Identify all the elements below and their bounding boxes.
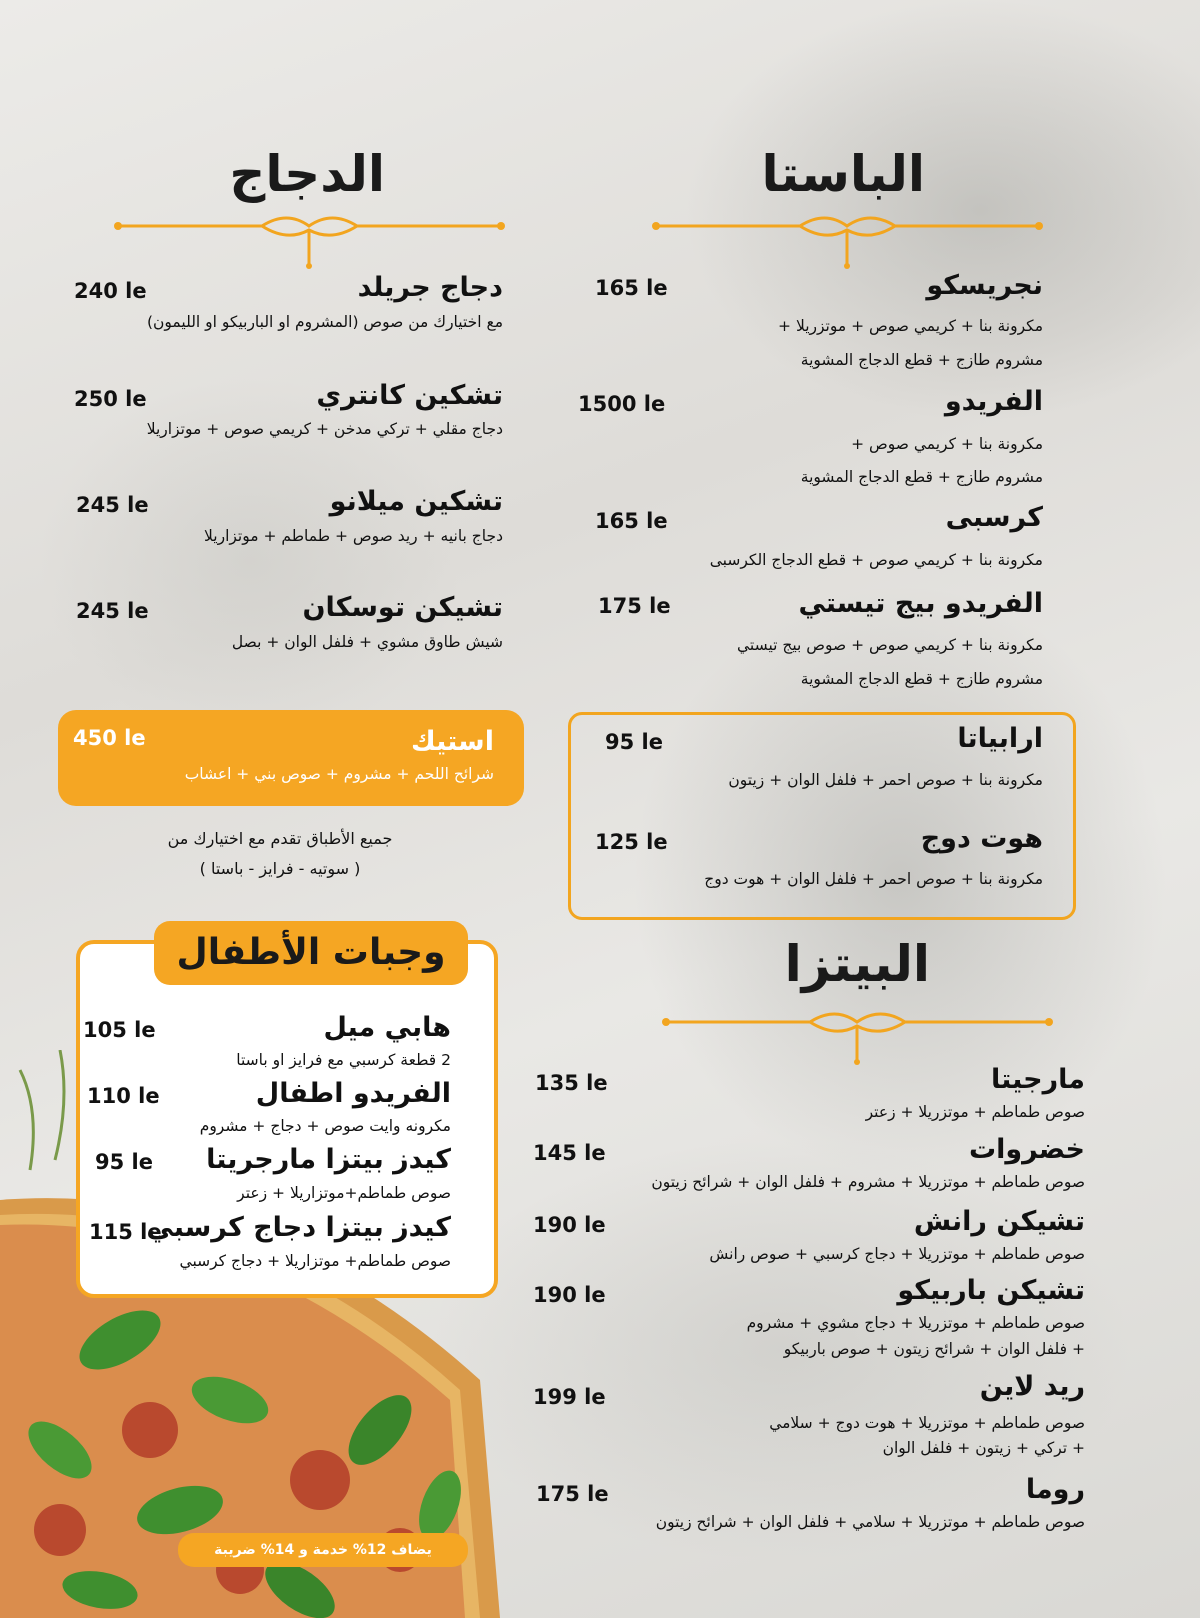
menu-item-description: مكرونة بنا + كريمي صوص + [851, 435, 1043, 453]
menu-item-price: 125 le [595, 830, 668, 854]
menu-item-description: 2 قطعة كرسبي مع فرايز او باستا [236, 1051, 451, 1069]
menu-item-price: 110 le [87, 1084, 160, 1108]
menu-item-name: استيك [411, 726, 494, 757]
steak-highlight-box [58, 710, 524, 806]
menu-item-price: 240 le [74, 279, 147, 303]
menu-item-name: تشيكن توسكان [302, 592, 503, 623]
chicken-section-title: الدجاج [229, 145, 385, 203]
menu-item-description: صوص طماطم+موتزاريلا + زعتر [237, 1184, 451, 1202]
menu-item-description: مشروم طازج + قطع الدجاج المشوية [800, 351, 1043, 369]
menu-item-name: هابي ميل [323, 1012, 451, 1043]
menu-item-name: كيدز بيتزا دجاج كرسبي [146, 1212, 451, 1243]
menu-item-name: تشكين كانتري [316, 380, 503, 411]
menu-item-name: خضروات [968, 1134, 1085, 1165]
menu-item-description: صوص طماطم + موتزريلا + هوت دوج + سلامي [769, 1414, 1085, 1432]
menu-item-description: + فلفل الوان + شرائح زيتون + صوص باربيكو [783, 1340, 1085, 1358]
menu-item-description: دجاج مقلي + تركي مدخن + كريمي صوص + موتزاريلا [146, 420, 503, 438]
menu-item-price: 199 le [533, 1385, 606, 1409]
menu-item-price: 250 le [74, 387, 147, 411]
menu-item-name: كيدز بيتزا مارجريتا [206, 1144, 451, 1175]
menu-item-name: الفريدو اطفال [255, 1078, 451, 1109]
menu-item-price: 175 le [536, 1482, 609, 1506]
menu-item-price: 165 le [595, 509, 668, 533]
menu-item-price: 95 le [605, 730, 663, 754]
ornament-divider-icon [660, 1008, 1055, 1068]
menu-item-description: مشروم طازج + قطع الدجاج المشوية [800, 468, 1043, 486]
menu-item-name: كرسبى [945, 502, 1043, 533]
menu-item-description: صوص طماطم+ موتزاريلا + دجاج كرسبي [179, 1252, 451, 1270]
side-dish-note-line: جميع الأطباق تقدم مع اختيارك من [167, 829, 393, 848]
menu-item-description: مع اختيارك من صوص (المشروم او الباربيكو او الليمون) [147, 313, 503, 331]
menu-item-price: 115 le [89, 1220, 162, 1244]
menu-item-description: دجاج بانيه + ريد صوص + طماطم + موتزاريلا [204, 527, 503, 545]
menu-item-price: 165 le [595, 276, 668, 300]
menu-item-name: تشيكن رانش [913, 1206, 1085, 1237]
pizza-section-title: البيتزا [784, 935, 930, 993]
menu-item-description: شيش طاوق مشوي + فلفل الوان + بصل [231, 633, 503, 651]
menu-item-price: 245 le [76, 599, 149, 623]
menu-item-price: 450 le [73, 726, 146, 750]
ornament-divider-icon [650, 212, 1045, 272]
menu-item-description: صوص طماطم + موتزريلا + زعتر [865, 1103, 1085, 1121]
menu-item-price: 95 le [95, 1150, 153, 1174]
menu-item-description: مكرونة بنا + صوص احمر + فلفل الوان + زيتون [728, 771, 1043, 789]
menu-item-name: تشيكن باربيكو [897, 1275, 1085, 1306]
menu-item-name: الفريدو بيج تيستي [798, 588, 1043, 619]
kids-section-title: وجبات الأطفال [154, 921, 468, 985]
menu-item-price: 190 le [533, 1213, 606, 1237]
menu-item-price: 1500 le [578, 392, 666, 416]
menu-item-description: صوص طماطم + موتزريلا + دجاج مشوي + مشروم [746, 1314, 1085, 1332]
menu-item-name: الفريدو [944, 386, 1043, 417]
menu-item-description: مشروم طازج + قطع الدجاج المشوية [800, 670, 1043, 688]
side-dish-note [120, 824, 440, 884]
menu-item-description: صوص طماطم + موتزريلا + دجاج كرسبي + صوص رانش [709, 1245, 1085, 1263]
ornament-divider-icon [112, 212, 507, 272]
menu-item-name: مارجيتا [990, 1064, 1085, 1095]
menu-item-name: ارابياتا [957, 723, 1043, 754]
menu-item-description: شرائح اللحم + مشروم + صوص بني + اعشاب [184, 765, 494, 783]
menu-item-description: صوص طماطم + موتزريلا + سلامي + فلفل الوان + شرائح زيتون [655, 1513, 1085, 1531]
menu-item-price: 145 le [533, 1141, 606, 1165]
menu-item-description: مكرونة بنا + كريمي صوص + قطع الدجاج الكرسبى [709, 551, 1043, 569]
menu-item-description: مكرونة بنا + كريمي صوص + صوص بيج تيستي [737, 636, 1043, 654]
menu-item-price: 105 le [83, 1018, 156, 1042]
menu-item-description: مكرونه وايت صوص + دجاج + مشروم [199, 1117, 451, 1135]
menu-item-description: + تركي + زيتون + فلفل الوان [882, 1439, 1085, 1457]
pasta-section-title: الباستا [761, 145, 925, 203]
menu-item-description: صوص طماطم + موتزريلا + مشروم + فلفل الوان + شرائح زيتون [651, 1173, 1085, 1191]
tax-note-badge: يضاف 12% خدمة و 14% ضريبة [178, 1533, 468, 1567]
menu-item-name: ريد لاين [979, 1371, 1085, 1402]
menu-item-price: 245 le [76, 493, 149, 517]
menu-item-name: روما [1025, 1474, 1085, 1505]
menu-item-name: نجريسكو [926, 270, 1043, 301]
menu-item-price: 135 le [535, 1071, 608, 1095]
menu-item-price: 190 le [533, 1283, 606, 1307]
side-dish-note-line: ( سوتيه - فرايز - باستا ) [199, 859, 361, 878]
menu-item-name: دجاج جريلد [357, 272, 503, 303]
menu-item-description: مكرونة بنا + كريمي صوص + موتزريلا + [778, 317, 1043, 335]
menu-item-description: مكرونة بنا + صوص احمر + فلفل الوان + هوت دوج [704, 870, 1043, 888]
menu-item-name: تشكين ميلانو [329, 486, 503, 517]
menu-item-price: 175 le [598, 594, 671, 618]
menu-item-name: هوت دوج [920, 823, 1043, 854]
